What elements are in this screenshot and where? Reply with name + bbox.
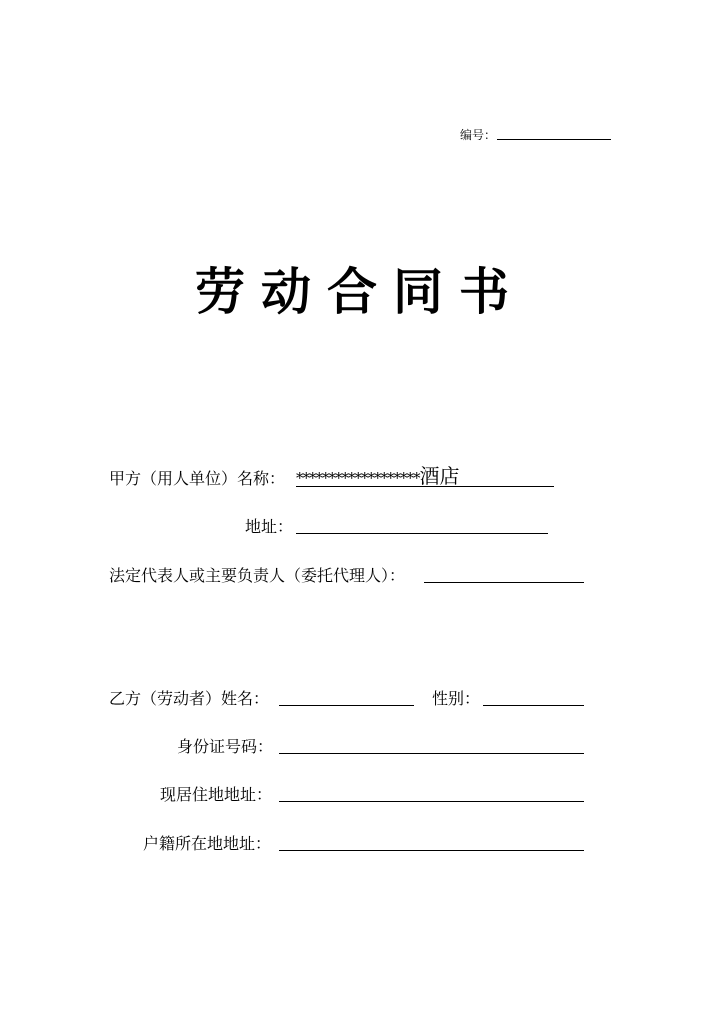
legal-representative-label: 法定代表人或主要负责人（委托代理人）： xyxy=(109,566,406,585)
party-a-address-blank[interactable] xyxy=(296,533,548,534)
document-number-blank[interactable] xyxy=(497,139,611,140)
gender-blank[interactable] xyxy=(483,705,584,706)
party-a-name-blank[interactable] xyxy=(296,486,554,487)
party-a-name-mask: ******************* xyxy=(296,469,420,487)
party-a-name-label: 甲方（用人单位）名称： xyxy=(109,469,286,488)
party-a-name-suffix: 酒店 xyxy=(419,464,460,488)
legal-representative-blank[interactable] xyxy=(424,582,584,583)
id-number-blank[interactable] xyxy=(279,753,584,754)
hukou-address-label: 户籍所在地地址： xyxy=(143,834,272,853)
hukou-address-blank[interactable] xyxy=(279,850,584,851)
party-a-address-label: 地址： xyxy=(245,517,294,536)
party-b-name-label: 乙方（劳动者）姓名： xyxy=(109,689,270,708)
document-number-label: 编号： xyxy=(460,128,497,142)
current-address-label: 现居住地地址： xyxy=(160,785,273,804)
party-b-name-blank[interactable] xyxy=(279,705,414,706)
current-address-blank[interactable] xyxy=(279,801,584,802)
id-number-label: 身份证号码： xyxy=(177,737,274,756)
gender-label: 性别： xyxy=(432,689,481,708)
contract-title: 劳动合同书 xyxy=(195,263,525,321)
